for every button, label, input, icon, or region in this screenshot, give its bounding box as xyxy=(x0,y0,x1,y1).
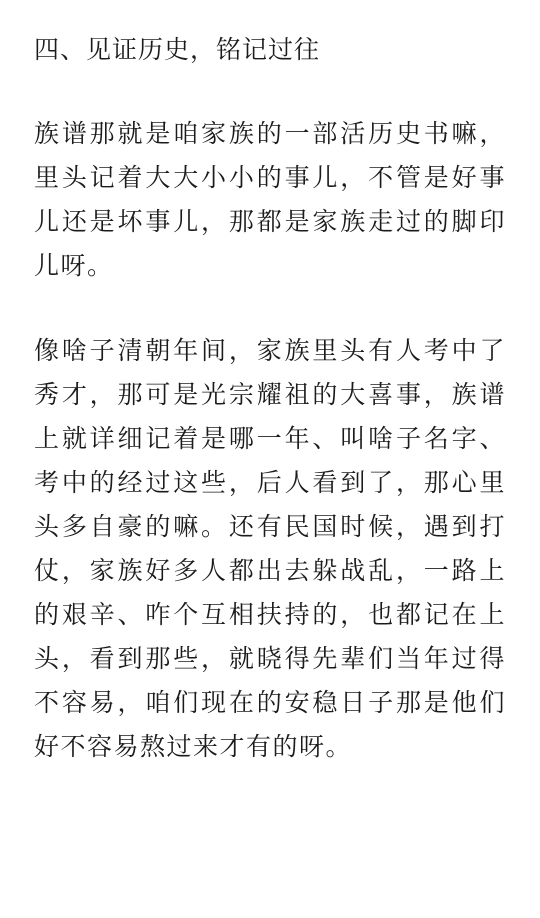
section-title: 四、见证历史，铭记过往 xyxy=(34,35,321,64)
paragraph-historical-examples: 像啥子清朝年间，家族里头有人考中了秀才，那可是光宗耀祖的大喜事，族谱上就详细记着是哪一年、叫啥子名字、考中的经过这些，后人看到了，那心里头多自豪的嘛。还有民国时候，遇到打仗，家族好多人都出去躲战乱，一路上的艰辛、咋个互相扶持的，也都记在上头，看到那些，就晓得先辈们当年过得不容易，咱们现在的安稳日子那是他们好不容易熬过来才有的呀。 xyxy=(34,336,506,761)
paragraph-genealogy-history: 族谱那就是咱家族的一部活历史书嘛，里头记着大大小小的事儿，不管是好事儿还是坏事儿，那都是家族走过的脚印儿呀。 xyxy=(34,119,506,280)
